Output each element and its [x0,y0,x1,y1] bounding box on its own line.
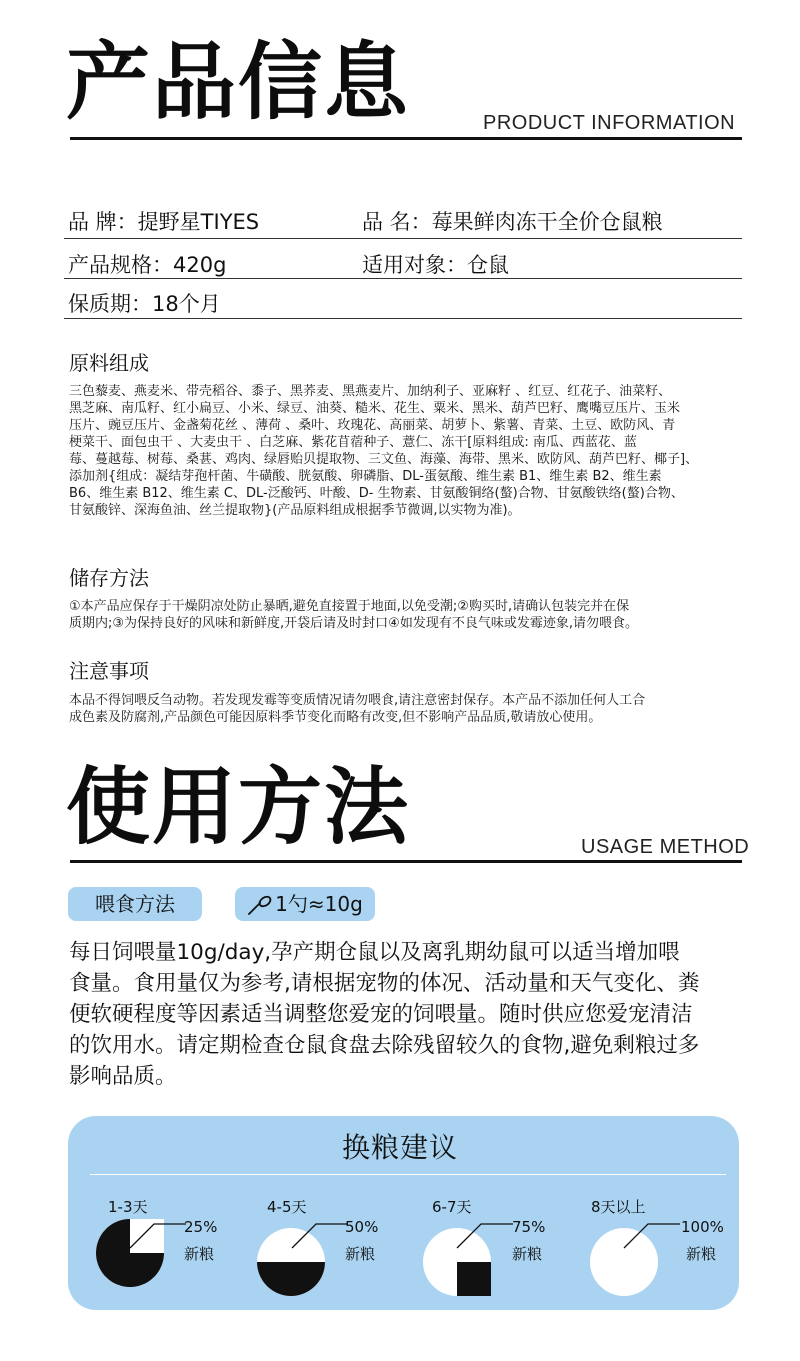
ingredients-line: 添加剂{组成：凝结芽孢杆菌、牛磺酸、胱氨酸、卵磷脂、DL-蛋氨酸、维生素 B1、维生素 B2、维生素 [69,469,662,484]
stage-percent: 25% [184,1218,218,1236]
callout-line [290,1220,350,1250]
product-info-divider [70,137,742,140]
usage-divider [70,860,742,863]
food-switch-title: 换粮建议 [341,1131,458,1164]
storage-heading: 储存方法 [69,566,149,590]
ingredients-line: 三色藜麦、燕麦米、带壳稻谷、黍子、黑荞麦、黑燕麦片、加纳利子、亚麻籽 、红豆、红花子、油菜籽、 [69,384,672,399]
food-switch-divider [90,1174,726,1175]
product-info-title: 产品信息 [66,33,411,131]
storage-text [69,598,749,632]
notice-line: 成色素及防腐剂,产品颜色可能因原料季节变化而略有改变,但不影响产品品质,敬请放心使用。 [69,710,602,725]
stage-days: 1-3天 [108,1198,148,1216]
stage-new-food-label: 新粮 [686,1245,717,1263]
feeding-line: 每日饲喂量10g/day,孕产期仓鼠以及离乳期幼鼠可以适当增加喂 [69,940,680,965]
spec-product-name: 品 名：莓果鲜肉冻干全价仓鼠粮 [362,210,663,234]
notice-line: 本品不得饲喂反刍动物。若发现发霉等变质情况请勿喂食,请注意密封保存。本产品不添加任何人工合 [69,693,646,708]
ingredients-text [69,383,749,519]
stage-new-food-label: 新粮 [184,1245,215,1263]
storage-line: 质期内;③为保持良好的风味和新鲜度,开袋后请及时封口④如发现有不良气味或发霉迹象,请勿喂食。 [69,616,638,631]
stage-new-food-label: 新粮 [345,1245,376,1263]
callout-line [455,1220,515,1250]
ingredients-line: 梗菜干、面包虫干 、大麦虫干 、白芝麻、紫花苜蓿种子、薏仁、冻干[原料组成: 南瓜、西蓝花、蓝 [69,435,637,450]
ingredients-line: 甘氨酸锌、深海鱼油、丝兰提取物}(产品原料组成根据季节微调,以实物为准)。 [69,503,521,518]
stage-days: 8天以上 [591,1198,646,1216]
feeding-line: 影响品质。 [69,1064,177,1089]
spoon-icon [247,895,273,917]
spec-row-divider [64,278,742,279]
notice-heading: 注意事项 [69,659,149,683]
scoop-pill [235,887,375,921]
stage-percent: 100% [681,1218,724,1236]
spec-row-divider [64,238,742,239]
storage-line: ①本产品应保存于干燥阴凉处防止暴晒,避免直接置于地面,以免受潮;②购买时,请确认包装完并在保 [69,599,630,614]
feeding-line: 便软硬程度等因素适当调整您爱宠的饲喂量。随时供应您爱宠清洁 [69,1002,693,1027]
stage-days: 4-5天 [267,1198,307,1216]
stage-days: 6-7天 [432,1198,472,1216]
callout-line [128,1220,188,1250]
ingredients-line: 压片、豌豆压片、金盏菊花丝 、薄荷 、桑叶、玫瑰花、高丽菜、胡萝卜、紫薯、青菜、土豆、欧防风、青 [69,418,676,433]
spec-row-divider [64,318,742,319]
feeding-method-label: 喂食方法 [68,887,202,921]
callout-line [622,1220,682,1250]
spec-target-pet: 适用对象：仓鼠 [362,253,509,277]
spec-shelf-life: 保质期：18个月 [68,292,221,316]
feeding-line: 的饮用水。请定期检查仓鼠食盘去除残留较久的食物,避免剩粮过多 [69,1033,700,1058]
usage-title: 使用方法 [66,758,411,856]
ingredients-line: 黑芝麻、南瓜籽、红小扁豆、小米、绿豆、油葵、糙米、花生、粟米、黑米、葫芦巴籽、鹰嘴豆压片、玉米 [69,401,681,416]
product-info-subtitle: PRODUCT INFORMATION [483,112,736,134]
pie-old-food-share [257,1262,325,1296]
ingredients-heading: 原料组成 [69,351,149,375]
spec-net-weight: 产品规格：420g [68,253,227,277]
notice-text [69,692,749,726]
pie-old-food-share [457,1262,491,1296]
ingredients-line: B6、维生素 B12、维生素 C、DL-泛酸钙、叶酸、D- 生物素、甘氨酸铜络(螯)合物、甘氨酸铁络(螯)合物、 [69,486,684,501]
feeding-line: 食量。食用量仅为参考,请根据宠物的体况、活动量和天气变化、粪 [69,971,700,996]
feeding-instructions [69,937,753,1092]
usage-subtitle: USAGE METHOD [581,836,750,858]
stage-percent: 50% [345,1218,379,1236]
scoop-amount: 1勺≈10g [275,892,363,916]
spec-brand: 品 牌：提野星TIYES [68,210,260,234]
stage-new-food-label: 新粮 [512,1245,543,1263]
stage-percent: 75% [512,1218,546,1236]
ingredients-line: 莓、蔓越莓、树莓、桑葚、鸡肉、绿唇贻贝提取物、三文鱼、海藻、海带、黑米、欧防风、葫芦巴籽、椰子]、 [69,452,699,467]
